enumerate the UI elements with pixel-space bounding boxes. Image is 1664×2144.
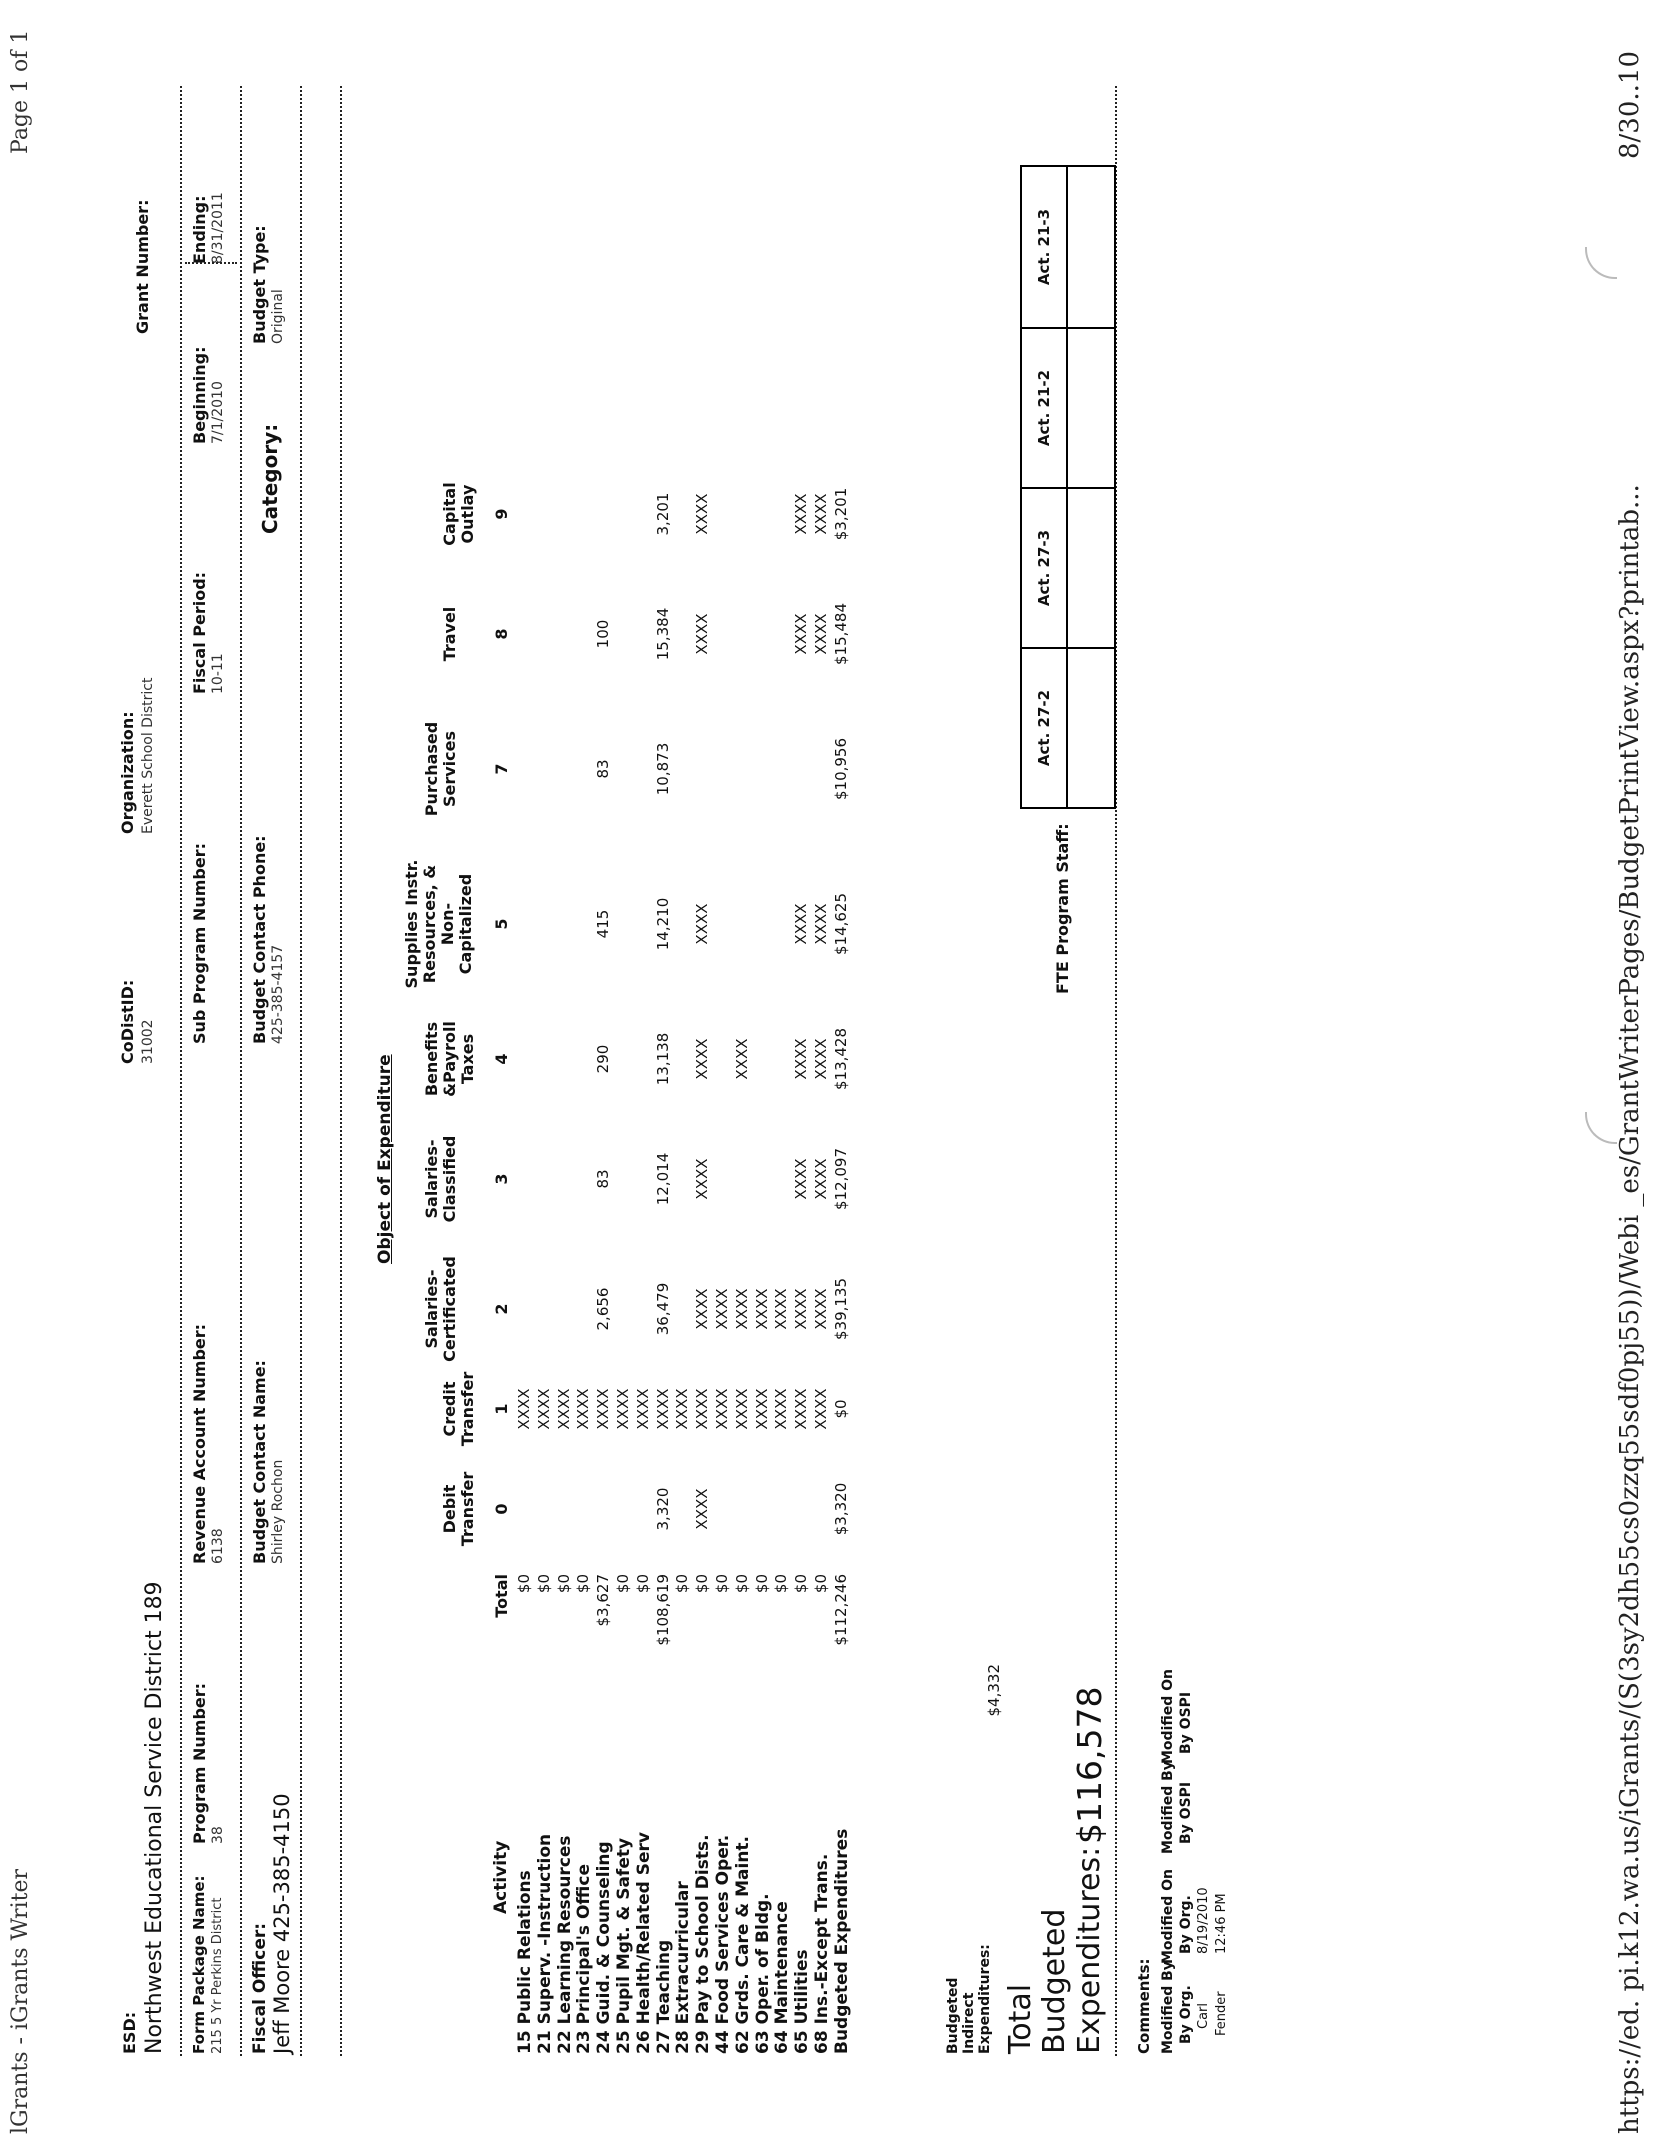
total-header: Total bbox=[492, 1574, 511, 1618]
table-cell: XXXX bbox=[693, 493, 712, 535]
budgeted-cell: $39,135 bbox=[831, 1277, 850, 1341]
print-footer-url: https://ed. pi.k12.wa.us/iGrants/(S(3sy2dh55cs0zzq55sdf0pj55))/Webi _es/GrantWriterPages/BudgetPrintView.aspx?printab... bbox=[1615, 484, 1645, 2134]
modified-by-ospi-h2: By OSPI bbox=[1178, 1781, 1194, 1844]
row-total: $0 bbox=[713, 1574, 731, 1594]
modified-on-ospi-h2: By OSPI bbox=[1178, 1691, 1194, 1754]
fte-activity-column bbox=[1022, 647, 1114, 807]
modified-on-org-v1: 8/19/2010 bbox=[1196, 1887, 1211, 1954]
table-cell: XXXX bbox=[633, 1388, 652, 1430]
indirect-value: $4,332 bbox=[985, 1664, 1003, 1717]
budget-contact-name-label: Budget Contact Name: bbox=[250, 1360, 269, 1564]
indirect-label: Budgeted Indirect Expenditures: bbox=[945, 1944, 993, 2054]
table-cell: 15,384 bbox=[653, 607, 672, 661]
table-cell: XXXX bbox=[812, 1288, 830, 1330]
table-cell: 100 bbox=[594, 619, 613, 649]
table-cell: XXXX bbox=[752, 1288, 771, 1330]
table-cell: XXXX bbox=[792, 613, 811, 655]
form-package-value: 215 5 Yr Perkins District bbox=[210, 1897, 225, 2054]
expenditure-table bbox=[395, 84, 915, 2054]
table-cell: 83 bbox=[594, 759, 613, 779]
revenue-account-label: Revenue Account Number: bbox=[190, 1323, 209, 1564]
activity-header: Activity bbox=[491, 1840, 511, 1914]
activity-label: 44 Food Services Oper. bbox=[713, 1834, 733, 2054]
activity-label: 22 Learning Resources bbox=[554, 1835, 575, 2054]
table-cell: XXXX bbox=[673, 1388, 692, 1430]
category-label: Category: bbox=[258, 423, 282, 534]
table-cell: XXXX bbox=[693, 1388, 712, 1430]
row-total: $0 bbox=[515, 1574, 533, 1594]
fte-activity-value[interactable] bbox=[1068, 489, 1114, 647]
table-cell: 2,656 bbox=[594, 1287, 613, 1331]
row-total: $3,627 bbox=[594, 1574, 613, 1627]
column-number: 8 bbox=[492, 628, 511, 640]
table-cell: XXXX bbox=[792, 1288, 811, 1330]
column-number: 0 bbox=[492, 1503, 511, 1515]
modified-by-org-h2: By Org. bbox=[1178, 1985, 1194, 2044]
organization-label: Organization: bbox=[118, 711, 137, 834]
table-cell: XXXX bbox=[693, 1038, 712, 1080]
table-cell: XXXX bbox=[732, 1038, 751, 1080]
activity-label: 23 Principal's Office bbox=[574, 1864, 595, 2054]
row-total: $0 bbox=[792, 1574, 811, 1594]
fte-activity-header: Act. 27-2 bbox=[1022, 649, 1068, 807]
budgeted-cell: $15,484 bbox=[831, 602, 850, 666]
table-cell: XXXX bbox=[812, 613, 830, 655]
column-header: Capital Outlay bbox=[440, 482, 477, 546]
column-header: Travel bbox=[440, 606, 459, 662]
row-total: $0 bbox=[574, 1574, 593, 1594]
column-header: Salaries- Classified bbox=[422, 1135, 459, 1223]
activity-label: 29 Pay to School Dists. bbox=[693, 1834, 714, 2054]
budget-type-label: Budget Type: bbox=[250, 225, 269, 344]
fiscal-officer-value: Jeff Moore 425-385-4150 bbox=[270, 1793, 294, 2054]
table-cell: 12,014 bbox=[653, 1152, 672, 1206]
table-cell: 3,201 bbox=[653, 492, 672, 536]
activity-label: 15 Public Relations bbox=[515, 1870, 535, 2054]
budgeted-cell: $10,956 bbox=[831, 737, 850, 801]
punch-hole-mark bbox=[1585, 247, 1617, 279]
fte-activity-header: Act. 21-2 bbox=[1022, 329, 1068, 487]
row-total: $0 bbox=[633, 1574, 652, 1594]
table-cell: XXXX bbox=[732, 1288, 751, 1330]
fte-activity-header: Act. 21-3 bbox=[1022, 167, 1068, 327]
fte-activity-column bbox=[1022, 167, 1114, 327]
row-total: $0 bbox=[693, 1574, 712, 1594]
row-total: $0 bbox=[752, 1574, 771, 1594]
total-label-line1: Total bbox=[1003, 1983, 1038, 2054]
activity-label: 28 Extracurricular bbox=[673, 1881, 694, 2054]
modified-by-org-h1: Modified By bbox=[1160, 1961, 1176, 2054]
program-number-label: Program Number: bbox=[190, 1682, 209, 1844]
modified-by-ospi-h1: Modified By bbox=[1160, 1761, 1176, 1854]
fte-activity-value[interactable] bbox=[1068, 167, 1114, 327]
column-number: 1 bbox=[492, 1403, 511, 1415]
divider bbox=[185, 262, 237, 264]
budgeted-cell: $3,320 bbox=[831, 1482, 850, 1536]
table-cell: XXXX bbox=[772, 1288, 791, 1330]
ending-label: Ending: bbox=[190, 195, 209, 264]
budgeted-cell: $3,201 bbox=[831, 487, 850, 541]
budget-contact-name-value: Shirley Rochon bbox=[270, 1459, 286, 1564]
activity-label: 65 Utilities bbox=[792, 1949, 813, 2054]
table-cell: XXXX bbox=[812, 493, 830, 535]
table-cell: XXXX bbox=[574, 1388, 593, 1430]
table-cell: 3,320 bbox=[653, 1487, 672, 1531]
table-cell: XXXX bbox=[713, 1388, 731, 1430]
activity-label: 21 Superv. -Instruction bbox=[534, 1833, 555, 2054]
table-cell: XXXX bbox=[792, 903, 811, 945]
esd-value: Northwest Educational Service District 189 bbox=[142, 1581, 167, 2054]
modified-by-org-v2: Fender bbox=[1214, 1991, 1229, 2036]
table-cell: 10,873 bbox=[653, 742, 672, 796]
table-cell: XXXX bbox=[792, 1388, 811, 1430]
table-cell: 83 bbox=[594, 1169, 613, 1189]
modified-on-ospi-h1: Modified On bbox=[1160, 1668, 1176, 1764]
table-cell: XXXX bbox=[752, 1388, 771, 1430]
row-total: $0 bbox=[732, 1574, 751, 1594]
table-cell: XXXX bbox=[515, 1388, 533, 1430]
codist-value: 31002 bbox=[140, 1019, 156, 1064]
fte-program-staff-label: FTE Program Staff: bbox=[1053, 823, 1072, 994]
column-header: Purchased Services bbox=[422, 721, 459, 817]
divider bbox=[180, 86, 182, 2056]
print-header-right: Page 1 of 1 bbox=[8, 29, 33, 154]
modified-on-org-h1: Modified On bbox=[1160, 1868, 1176, 1964]
row-total: $0 bbox=[554, 1574, 573, 1594]
table-cell: XXXX bbox=[812, 903, 830, 945]
row-total: $0 bbox=[614, 1574, 632, 1594]
fte-activity-table bbox=[1020, 165, 1116, 809]
divider bbox=[300, 86, 302, 2056]
activity-label: 24 Guid. & Counseling bbox=[594, 1841, 615, 2054]
table-cell: XXXX bbox=[534, 1388, 553, 1430]
codist-label: CoDistID: bbox=[118, 979, 137, 1064]
row-total: $0 bbox=[812, 1574, 830, 1594]
budget-type-value: Original bbox=[270, 289, 286, 344]
column-number: 5 bbox=[492, 918, 511, 930]
column-header: Credit Transfer bbox=[440, 1371, 477, 1447]
row-total: $0 bbox=[673, 1574, 692, 1594]
grant-number-label: Grant Number: bbox=[133, 199, 152, 334]
table-cell: XXXX bbox=[812, 1388, 830, 1430]
table-cell: XXXX bbox=[812, 1158, 830, 1200]
organization-value: Everett School District bbox=[140, 677, 156, 834]
table-cell: XXXX bbox=[792, 1158, 811, 1200]
fte-activity-value[interactable] bbox=[1068, 649, 1114, 807]
budgeted-cell: $12,097 bbox=[831, 1147, 850, 1211]
table-cell: XXXX bbox=[732, 1388, 751, 1430]
table-cell: XXXX bbox=[772, 1388, 791, 1430]
total-label-line2: Budgeted bbox=[1037, 1908, 1072, 2054]
sub-program-label: Sub Program Number: bbox=[190, 843, 209, 1044]
activity-label: 62 Grds. Care & Maint. bbox=[732, 1835, 753, 2054]
form-package-label: Form Package Name: bbox=[190, 1875, 208, 2054]
table-cell: XXXX bbox=[713, 1288, 731, 1330]
table-cell: XXXX bbox=[693, 1488, 712, 1530]
object-of-expenditure-title: Object of Expenditure bbox=[375, 1054, 395, 1264]
table-cell: XXXX bbox=[693, 1288, 712, 1330]
print-header-left: lGrants - iGrants Writer bbox=[8, 1868, 33, 2134]
row-total: $0 bbox=[772, 1574, 791, 1594]
table-cell: XXXX bbox=[693, 1158, 712, 1200]
fiscal-period-value: 10-11 bbox=[210, 653, 226, 694]
column-number: 3 bbox=[492, 1173, 511, 1185]
fte-activity-value[interactable] bbox=[1068, 329, 1114, 487]
modified-on-org-h2: By Org. bbox=[1178, 1895, 1194, 1954]
beginning-label: Beginning: bbox=[190, 346, 209, 444]
table-cell: 13,138 bbox=[653, 1032, 672, 1086]
table-cell: XXXX bbox=[812, 1038, 830, 1080]
table-cell: XXXX bbox=[693, 613, 712, 655]
budgeted-cell: $0 bbox=[831, 1399, 850, 1419]
column-header: Debit Transfer bbox=[440, 1471, 477, 1547]
table-cell: 290 bbox=[594, 1044, 613, 1074]
table-cell: XXXX bbox=[792, 1038, 811, 1080]
program-number-value: 38 bbox=[210, 1826, 226, 1844]
fte-activity-column bbox=[1022, 327, 1114, 487]
table-cell: XXXX bbox=[792, 493, 811, 535]
budget-contact-phone-label: Budget Contact Phone: bbox=[250, 835, 269, 1044]
activity-label: 64 Maintenance bbox=[772, 1901, 793, 2054]
activity-label: 27 Teaching bbox=[653, 1939, 674, 2054]
modified-by-org-v1: Carl bbox=[1196, 2003, 1211, 2029]
activity-label: 26 Health/Related Serv bbox=[633, 1832, 654, 2054]
revenue-account-value: 6138 bbox=[210, 1528, 226, 1564]
table-cell: 14,210 bbox=[653, 897, 672, 951]
column-header: Benefits &Payroll Taxes bbox=[422, 1021, 477, 1097]
row-total: $0 bbox=[534, 1574, 553, 1594]
grand-total-value: $116,578 bbox=[1070, 1686, 1109, 1844]
comments-label: Comments: bbox=[1135, 1958, 1153, 2054]
modified-on-org-v2: 12:46 PM bbox=[1214, 1893, 1229, 1954]
table-cell: XXXX bbox=[594, 1388, 613, 1430]
table-cell: XXXX bbox=[614, 1388, 632, 1430]
row-total: $108,619 bbox=[653, 1574, 672, 1646]
table-cell: XXXX bbox=[693, 903, 712, 945]
activity-label: 63 Oper. of Bldg. bbox=[752, 1893, 773, 2054]
column-number: 4 bbox=[492, 1053, 511, 1065]
ending-value: 8/31/2011 bbox=[210, 192, 226, 264]
activity-label: 25 Pupil Mgt. & Safety bbox=[614, 1837, 634, 2054]
divider bbox=[240, 86, 242, 2056]
esd-label: ESD: bbox=[120, 2011, 139, 2054]
budgeted-cell: $14,625 bbox=[831, 892, 850, 956]
column-number: 7 bbox=[492, 763, 511, 775]
table-cell: XXXX bbox=[554, 1388, 573, 1430]
total-label-line3: Expenditures: bbox=[1072, 1846, 1107, 2054]
budgeted-expenditures-label: Budgeted Expenditures bbox=[831, 1828, 852, 2054]
column-header: Supplies Instr. Resources, & Non-Capitalized bbox=[402, 859, 475, 989]
divider bbox=[340, 86, 342, 2056]
budget-contact-phone-value: 425-385-4157 bbox=[270, 944, 286, 1044]
table-cell: 36,479 bbox=[653, 1282, 672, 1336]
fte-activity-column bbox=[1022, 487, 1114, 647]
beginning-value: 7/1/2010 bbox=[210, 381, 226, 444]
table-cell: XXXX bbox=[653, 1388, 672, 1430]
punch-hole-mark bbox=[1585, 1112, 1617, 1144]
table-cell: 415 bbox=[594, 909, 613, 939]
column-header: Salaries- Certificated bbox=[422, 1256, 459, 1362]
budgeted-cell: $13,428 bbox=[831, 1027, 850, 1091]
fiscal-officer-label: Fiscal Officer: bbox=[250, 1922, 270, 2054]
fiscal-period-label: Fiscal Period: bbox=[190, 571, 209, 694]
activity-label: 68 Ins.-Except Trans. bbox=[812, 1853, 832, 2054]
print-footer-date: 8/30..10 bbox=[1615, 51, 1645, 159]
column-number: 2 bbox=[492, 1303, 511, 1315]
column-number: 9 bbox=[492, 508, 511, 520]
fte-activity-header: Act. 27-3 bbox=[1022, 489, 1068, 647]
budgeted-total: $112,246 bbox=[831, 1574, 850, 1646]
